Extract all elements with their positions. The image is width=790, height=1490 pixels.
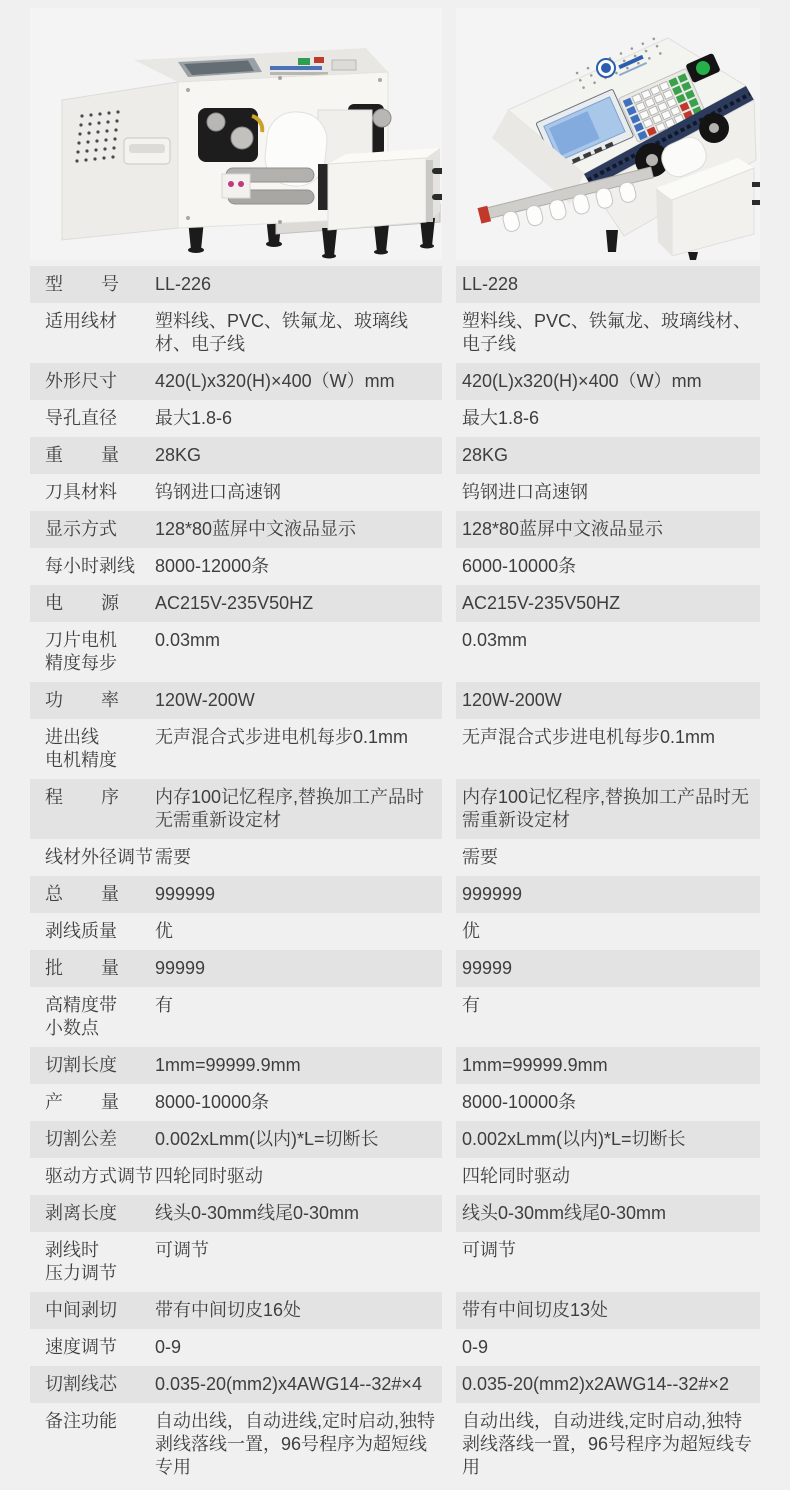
spec-row [30,719,760,779]
spec-cell-ll226 [30,437,442,474]
spec-row [30,1047,760,1084]
spec-value-ll228: 优 [462,921,480,941]
spec-row [30,363,760,400]
spec-value-ll228: 最大1.8-6 [462,408,540,428]
spec-value-ll226: 0.002xLmm(以内)*L=切断长 [155,1129,379,1149]
spec-cell-ll228 [456,876,760,913]
spec-cell-ll228 [456,1366,760,1403]
spec-value-ll226: 0.03mm [155,630,221,650]
spec-cell-ll226 [30,548,442,585]
spec-value-ll226: 8000-10000条 [155,1092,270,1112]
spec-cell-ll226 [30,363,442,400]
spec-row [30,1158,760,1195]
spec-label: 剥离长度 [45,1203,117,1223]
spec-value-ll228: 128*80蓝屏中文液品显示 [462,519,664,539]
spec-cell-ll226 [30,1366,442,1403]
spec-label: 显示方式 [45,519,117,539]
spec-label: 驱动方式调节 [45,1166,153,1186]
spec-value-ll228: 四轮同时驱动 [462,1166,570,1186]
spec-value-ll228: 钨钢进口高速钢 [462,482,588,502]
spec-label: 备注功能 [45,1411,117,1431]
side-handle [124,138,170,164]
spec-value-ll228: 自动出线，自动进线,定时启动,独特剥线落线一置，96号程序为超短线专用 [462,1411,753,1477]
spec-cell-ll228 [456,511,760,548]
spec-value-ll228: 有 [462,995,480,1015]
spec-row [30,950,760,987]
spec-cell-ll226 [30,1121,442,1158]
spec-label: 中间剥切 [45,1300,117,1320]
spec-value-ll228: 999999 [462,884,523,904]
spec-label: 程序 [45,787,119,807]
spec-row [30,682,760,719]
spec-label: 刀片电机 精度每步 [45,630,117,673]
spec-label: 刀具材料 [45,482,117,502]
spec-row [30,548,760,585]
spec-value-ll226: LL-226 [155,274,212,294]
product-photo-ll226 [30,8,442,260]
product-photos-banner [0,0,790,266]
spec-label: 高精度带 小数点 [45,995,117,1038]
spec-label: 型号 [45,274,119,294]
spec-value-ll228: 塑料线、PVC、铁氟龙、玻璃线材、电子线 [462,311,752,354]
spec-value-ll228: AC215V-235V50HZ [462,593,621,613]
spec-label: 剥线质量 [45,921,117,941]
spec-value-ll226: 带有中间切皮16处 [155,1300,302,1320]
spec-value-ll226: 999999 [155,884,216,904]
machine-ll228-illustration [456,8,760,260]
spec-cell-ll228 [456,1292,760,1329]
spec-cell-ll228 [456,548,760,585]
spec-row [30,1232,760,1292]
spec-value-ll226: 内存100记忆程序,替换加工产品时无需重新设定材 [155,787,425,830]
spec-cell-ll226 [30,511,442,548]
spec-value-ll226: 最大1.8-6 [155,408,233,428]
spec-value-ll228: 线头0-30mm线尾0-30mm [462,1203,667,1223]
spec-label: 速度调节 [45,1337,117,1357]
spec-label: 进出线 电机精度 [45,727,117,770]
spec-row [30,1195,760,1232]
spec-label: 导孔直径 [45,408,117,428]
spec-row [30,474,760,511]
spec-value-ll228: 8000-10000条 [462,1092,577,1112]
spec-cell-ll226 [30,876,442,913]
spec-value-ll228: 0.035-20(mm2)x2AWG14--32#×2 [462,1374,729,1394]
spec-cell-ll228 [456,987,760,1047]
spec-row [30,622,760,682]
spec-cell-ll226 [30,1195,442,1232]
spec-label: 外形尺寸 [45,371,117,391]
spec-value-ll226: 120W-200W [155,690,255,710]
spec-cell-ll226 [30,622,442,682]
spec-label: 每小时剥线 [45,556,135,576]
spec-cell-ll226 [30,950,442,987]
spec-value-ll228: 内存100记忆程序,替换加工产品时无需重新设定材 [462,787,750,830]
spec-label: 总量 [45,884,119,904]
spec-value-ll226: 塑料线、PVC、铁氟龙、玻璃线材、电子线 [155,311,409,354]
spec-row [30,437,760,474]
spec-cell-ll228 [456,950,760,987]
spec-value-ll226: 99999 [155,958,206,978]
spec-row [30,987,760,1047]
spec-cell-ll226 [30,1329,442,1366]
spec-cell-ll228 [456,682,760,719]
spec-cell-ll228 [456,400,760,437]
spec-value-ll226: 8000-12000条 [155,556,270,576]
spec-cell-ll228 [456,1403,760,1486]
spec-cell-ll226 [30,987,442,1047]
spec-value-ll228: 0.03mm [462,630,528,650]
spec-cell-ll226 [30,1292,442,1329]
spec-cell-ll226 [30,585,442,622]
spec-cell-ll226 [30,779,442,839]
spec-row [30,511,760,548]
spec-value-ll228: 0-9 [462,1337,489,1357]
spec-value-ll226: 420(L)x320(H)×400（W）mm [155,371,395,391]
spec-value-ll226: AC215V-235V50HZ [155,593,314,613]
tension-bracket-left [198,108,262,162]
spec-row [30,585,760,622]
spec-value-ll226: 优 [155,921,173,941]
spec-value-ll226: 无声混合式步进电机每步0.1mm [155,727,409,747]
spec-value-ll228: 带有中间切皮13处 [462,1300,609,1320]
spec-cell-ll228 [456,303,760,363]
spec-value-ll226: 四轮同时驱动 [155,1166,263,1186]
spec-value-ll228: LL-228 [462,274,519,294]
spec-value-ll228: 0.002xLmm(以内)*L=切断长 [462,1129,686,1149]
spec-label: 切割公差 [45,1129,117,1149]
spec-cell-ll228 [456,913,760,950]
spec-cell-ll228 [456,1121,760,1158]
spec-label: 产量 [45,1092,119,1112]
spec-cell-ll226 [30,400,442,437]
spec-row [30,876,760,913]
spec-cell-ll226 [30,303,442,363]
spec-value-ll226: 自动出线，自动进线,定时启动,独特剥线落线一置，96号程序为超短线专用 [155,1411,436,1477]
spec-cell-ll228 [456,839,760,876]
spec-cell-ll228 [456,266,760,303]
spec-cell-ll228 [456,1232,760,1292]
spec-cell-ll228 [456,1047,760,1084]
spec-value-ll226: 128*80蓝屏中文液品显示 [155,519,357,539]
spec-cell-ll226 [30,474,442,511]
spec-cell-ll228 [456,779,760,839]
spec-cell-ll228 [456,1195,760,1232]
spec-value-ll228: 420(L)x320(H)×400（W）mm [462,371,702,391]
spec-cell-ll226 [30,682,442,719]
spec-row [30,1329,760,1366]
spec-row [30,1084,760,1121]
spec-cell-ll228 [456,474,760,511]
spec-label: 批量 [45,958,119,978]
spec-label: 适用线材 [45,311,117,331]
spec-value-ll226: 0-9 [155,1337,182,1357]
spec-value-ll226: 线头0-30mm线尾0-30mm [155,1203,360,1223]
spec-cell-ll228 [456,1158,760,1195]
spec-row [30,303,760,363]
spec-row [30,913,760,950]
spec-value-ll228: 120W-200W [462,690,562,710]
spec-label: 电源 [45,593,119,613]
spec-cell-ll228 [456,1329,760,1366]
spec-value-ll228: 6000-10000条 [462,556,577,576]
spec-cell-ll228 [456,363,760,400]
spec-label: 剥线时 压力调节 [45,1240,117,1283]
spec-label: 线材外径调节 [45,847,153,867]
spec-cell-ll228 [456,437,760,474]
spec-cell-ll226 [30,913,442,950]
spec-row [30,1366,760,1403]
spec-cell-ll226 [30,839,442,876]
spec-row [30,1292,760,1329]
spec-value-ll226: 需要 [155,847,191,867]
spec-cell-ll226 [30,1158,442,1195]
spec-row [30,400,760,437]
spec-row [30,266,760,303]
spec-value-ll228: 可调节 [462,1240,516,1260]
spec-value-ll226: 可调节 [155,1240,209,1260]
spec-value-ll228: 无声混合式步进电机每步0.1mm [462,727,716,747]
spec-value-ll228: 1mm=99999.9mm [462,1055,608,1075]
spec-value-ll228: 99999 [462,958,513,978]
spec-cell-ll228 [456,622,760,682]
product-photo-ll228 [456,8,760,260]
spec-row [30,1121,760,1158]
spec-value-ll226: 28KG [155,445,202,465]
spec-cell-ll228 [456,719,760,779]
spec-value-ll228: 28KG [462,445,509,465]
spec-label: 切割线芯 [45,1374,117,1394]
spec-label: 切割长度 [45,1055,117,1075]
spec-value-ll228: 需要 [462,847,498,867]
machine-ll226-illustration [30,8,442,260]
spec-label: 功率 [45,690,119,710]
spec-cell-ll226 [30,719,442,779]
spec-row [30,779,760,839]
spec-value-ll226: 1mm=99999.9mm [155,1055,301,1075]
spec-label: 重量 [45,445,119,465]
spec-value-ll226: 0.035-20(mm2)x4AWG14--32#×4 [155,1374,422,1394]
spec-cell-ll226 [30,1047,442,1084]
spec-cell-ll228 [456,1084,760,1121]
spec-cell-ll226 [30,1403,442,1486]
spec-cell-ll228 [456,585,760,622]
spec-cell-ll226 [30,266,442,303]
spec-cell-ll226 [30,1084,442,1121]
spec-value-ll226: 有 [155,995,173,1015]
spec-table [0,266,790,1486]
spec-row [30,839,760,876]
spec-cell-ll226 [30,1232,442,1292]
spec-row [30,1403,760,1486]
spec-value-ll226: 钨钢进口高速钢 [155,482,281,502]
collection-box [328,148,442,230]
